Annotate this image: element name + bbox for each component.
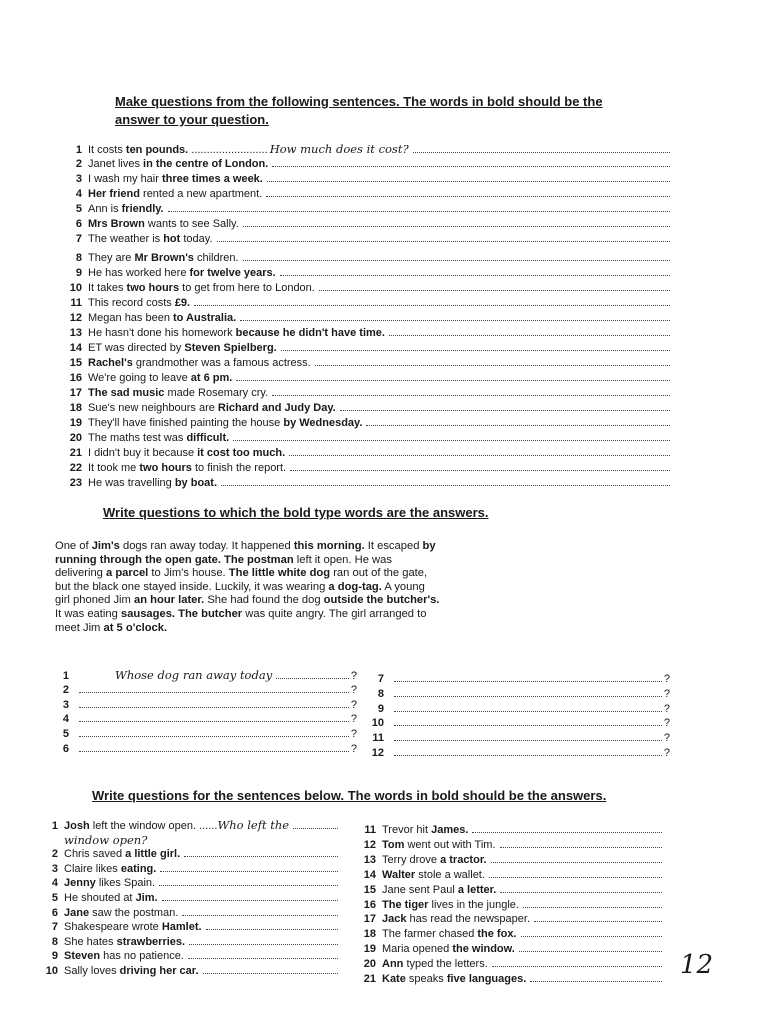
answer-line[interactable] bbox=[534, 912, 662, 922]
answer-line[interactable] bbox=[79, 742, 349, 752]
sentence-text: The maths test was difficult. bbox=[88, 432, 230, 444]
sentence-item bbox=[60, 157, 670, 171]
item-number: 1 bbox=[51, 820, 58, 832]
sentence-item bbox=[60, 401, 670, 415]
question-line bbox=[358, 687, 670, 701]
sentence-item bbox=[60, 446, 670, 460]
item-number: 13 bbox=[363, 853, 376, 866]
leader-dots: ...... bbox=[199, 820, 218, 832]
answer-line[interactable] bbox=[521, 927, 663, 937]
item-number: 10 bbox=[45, 964, 58, 977]
item-number: 21 bbox=[69, 447, 82, 459]
sentence-text: He shouted at Jim. bbox=[64, 891, 158, 904]
item-number: 14 bbox=[69, 342, 82, 354]
answer-line[interactable] bbox=[500, 883, 662, 893]
item-number: 20 bbox=[363, 958, 376, 971]
sentence-text: Jenny likes Spain. bbox=[64, 877, 156, 890]
section3-title: Write questions for the sentences below. The words in bold should be the answers. bbox=[92, 788, 607, 803]
question-mark: ? bbox=[350, 743, 357, 755]
question-line bbox=[45, 742, 357, 756]
item-number: 1 bbox=[62, 670, 69, 682]
question-line bbox=[358, 672, 670, 686]
sentence-text: They'll have finished painting the house by Wednesday. bbox=[88, 417, 363, 429]
answer-line[interactable] bbox=[184, 847, 338, 857]
sentence-text: Rachel's grandmother was a famous actress. bbox=[88, 357, 311, 369]
sentence-item bbox=[36, 876, 338, 890]
answer-line[interactable] bbox=[530, 972, 662, 982]
sentence-text: It takes two hours to get from here to London. bbox=[88, 282, 315, 294]
sentence-text: It costs ten pounds. ......................... bbox=[88, 144, 268, 156]
sentence-text: Chris saved a little girl. bbox=[64, 848, 181, 861]
sentence-text: I wash my hair three times a week. bbox=[88, 173, 263, 185]
question-line bbox=[358, 716, 670, 730]
item-number: 12 bbox=[69, 312, 82, 324]
question-mark: ? bbox=[663, 687, 670, 700]
item-number: 17 bbox=[69, 387, 82, 399]
answer-line[interactable] bbox=[394, 716, 662, 726]
sentence-item bbox=[36, 891, 338, 905]
question-line bbox=[45, 698, 357, 712]
sentence-item bbox=[60, 476, 670, 490]
item-number: 17 bbox=[363, 913, 376, 926]
question-line bbox=[358, 702, 670, 716]
answer-line[interactable] bbox=[276, 669, 349, 679]
item-number: 7 bbox=[51, 921, 58, 934]
question-mark: ? bbox=[350, 728, 357, 741]
question-line bbox=[45, 712, 357, 726]
answer-line[interactable] bbox=[272, 386, 670, 396]
answer-line[interactable] bbox=[221, 476, 670, 486]
answer-line[interactable] bbox=[289, 446, 670, 456]
answer-line[interactable] bbox=[267, 172, 670, 182]
item-number: 2 bbox=[51, 848, 58, 861]
item-number: 4 bbox=[62, 713, 69, 726]
sentence-item bbox=[60, 172, 670, 186]
item-number: 20 bbox=[69, 432, 82, 444]
sentence-item bbox=[60, 217, 670, 231]
sentence-text: Josh left the window open. bbox=[64, 820, 197, 832]
question-mark: ? bbox=[663, 673, 670, 685]
answer-continuation bbox=[36, 833, 338, 847]
answer-line[interactable] bbox=[290, 461, 670, 471]
sentence-text: This record costs £9. bbox=[88, 297, 191, 309]
sentence-item bbox=[350, 883, 662, 897]
item-number: 6 bbox=[51, 906, 58, 919]
answer-line[interactable] bbox=[272, 157, 670, 167]
answer-line[interactable] bbox=[394, 702, 662, 712]
sentence-item bbox=[36, 818, 338, 833]
sentence-text: Tom went out with Tim. bbox=[382, 838, 496, 851]
sentence-text: The farmer chased the fox. bbox=[382, 928, 517, 941]
item-number: 6 bbox=[75, 218, 82, 230]
sentence-item bbox=[60, 371, 670, 385]
answer-line[interactable] bbox=[188, 949, 338, 959]
sentence-item bbox=[60, 416, 670, 430]
section2-title: Write questions to which the bold type words are the answers. bbox=[103, 505, 489, 520]
sentence-item bbox=[36, 906, 338, 920]
sentence-item bbox=[60, 251, 670, 265]
item-number: 9 bbox=[51, 950, 58, 963]
sentence-text: ET was directed by Steven Spielberg. bbox=[88, 342, 277, 354]
sentence-text: Maria opened the window. bbox=[382, 943, 515, 956]
sentence-item bbox=[60, 461, 670, 475]
sentence-item bbox=[60, 356, 670, 370]
sentence-text: Ann is friendly. bbox=[88, 203, 164, 215]
sentence-text: Kate speaks five languages. bbox=[382, 973, 527, 985]
sentence-text: Janet lives in the centre of London. bbox=[88, 158, 269, 170]
sentence-item bbox=[60, 142, 670, 157]
answer-line[interactable] bbox=[340, 401, 670, 411]
sentence-text: Steven has no patience. bbox=[64, 950, 184, 963]
item-number: 11 bbox=[70, 297, 82, 309]
item-number: 3 bbox=[62, 698, 69, 711]
item-number: 8 bbox=[75, 252, 82, 264]
sentence-text: Trevor hit James. bbox=[382, 824, 469, 836]
answer-line[interactable] bbox=[389, 326, 670, 336]
answer-line[interactable] bbox=[500, 838, 663, 848]
sentence-item bbox=[60, 296, 670, 310]
answer-line[interactable] bbox=[217, 232, 670, 242]
answer-line[interactable] bbox=[79, 683, 349, 693]
answer-line[interactable] bbox=[523, 898, 662, 908]
item-number: 15 bbox=[69, 357, 82, 369]
answer-line[interactable] bbox=[206, 920, 338, 930]
sentence-text: The weather is hot today. bbox=[88, 233, 213, 245]
answer-line[interactable] bbox=[243, 251, 670, 261]
item-number: 21 bbox=[363, 973, 376, 985]
sentence-text: Terry drove a tractor. bbox=[382, 853, 487, 866]
sentence-item bbox=[350, 838, 662, 852]
item-number: 14 bbox=[363, 868, 376, 881]
sentence-text: Shakespeare wrote Hamlet. bbox=[64, 921, 202, 934]
sentence-text: We're going to leave at 6 pm. bbox=[88, 372, 233, 384]
item-number: 10 bbox=[371, 717, 384, 730]
question-line bbox=[358, 731, 670, 745]
item-number: 7 bbox=[377, 673, 384, 685]
handwritten-answer: Who left the bbox=[217, 818, 290, 832]
answer-line[interactable] bbox=[160, 862, 338, 872]
answer-line[interactable] bbox=[189, 935, 338, 945]
sentence-text: The sad music made Rosemary cry. bbox=[88, 387, 269, 399]
sentence-item bbox=[36, 847, 338, 861]
sentence-text: The tiger lives in the jungle. bbox=[382, 898, 519, 911]
item-number: 2 bbox=[75, 158, 82, 170]
item-number: 4 bbox=[51, 877, 58, 890]
item-number: 11 bbox=[364, 824, 376, 836]
answer-line[interactable] bbox=[233, 431, 670, 441]
answer-line[interactable] bbox=[266, 187, 670, 197]
answer-line[interactable] bbox=[491, 853, 662, 863]
sentence-text: Megan has been to Australia. bbox=[88, 312, 237, 324]
sentence-item bbox=[350, 942, 662, 956]
item-number: 18 bbox=[363, 928, 376, 941]
item-number: 16 bbox=[69, 372, 82, 384]
section1-title-line1: Make questions from the following sentences. The words in bold should be the bbox=[115, 94, 603, 109]
question-mark: ? bbox=[663, 702, 670, 715]
item-number: 22 bbox=[69, 462, 82, 474]
sentence-text: Walter stole a wallet. bbox=[382, 868, 485, 881]
sentence-text: They are Mr Brown's children. bbox=[88, 252, 239, 264]
sentence-text: Sue's new neighbours are Richard and Judy Day. bbox=[88, 402, 336, 414]
sentence-text: Jack has read the newspaper. bbox=[382, 913, 531, 926]
sentence-text: Sally loves driving her car. bbox=[64, 964, 199, 977]
question-mark: ? bbox=[350, 670, 357, 682]
item-number: 19 bbox=[363, 943, 376, 956]
item-number: 23 bbox=[69, 477, 82, 489]
answer-line[interactable] bbox=[413, 143, 670, 153]
story-paragraph: One of Jim's dogs ran away today. It happened this morning. It escaped by running through the open gate. The postman left it open. He was delivering a parcel to Jim's house. The little white dog ran out of the gate, but the black one stayed inside. Luckily, it was wearing a dog-tag. A young girl phoned Jim an hour later. She had found the dog outside the butcher's. It was eating sausages. The butcher was quite angry. The girl arranged to meet Jim at 5 o'clock. bbox=[55, 540, 440, 634]
sentence-item bbox=[60, 202, 670, 216]
sentence-item bbox=[60, 266, 670, 280]
handwritten-answer: How much does it cost? bbox=[269, 142, 409, 156]
sentence-item bbox=[350, 912, 662, 926]
answer-line[interactable] bbox=[194, 296, 670, 306]
answer-line[interactable] bbox=[519, 942, 662, 952]
question-line bbox=[45, 727, 357, 741]
answer-line[interactable] bbox=[79, 727, 349, 737]
sentence-item bbox=[60, 232, 670, 246]
sentence-item bbox=[350, 853, 662, 867]
item-number: 16 bbox=[363, 898, 376, 911]
sentence-text: It took me two hours to finish the report. bbox=[88, 462, 287, 474]
question-mark: ? bbox=[663, 732, 670, 745]
answer-line[interactable] bbox=[280, 266, 670, 276]
item-number: 3 bbox=[51, 862, 58, 875]
item-number: 13 bbox=[69, 327, 82, 339]
item-number: 9 bbox=[377, 702, 384, 715]
item-number: 8 bbox=[377, 687, 384, 700]
sentence-text: He hasn't done his homework because he didn't have time. bbox=[88, 327, 385, 339]
answer-line[interactable] bbox=[293, 819, 338, 829]
item-number: 9 bbox=[75, 267, 82, 279]
sentence-item bbox=[350, 957, 662, 971]
sentence-text: Ann typed the letters. bbox=[382, 958, 488, 971]
sentence-item bbox=[60, 386, 670, 400]
answer-line[interactable] bbox=[240, 311, 670, 321]
item-number: 19 bbox=[69, 417, 82, 429]
item-number: 7 bbox=[75, 233, 82, 245]
sentence-text: I didn't buy it because it cost too much. bbox=[88, 447, 286, 459]
sentence-item bbox=[60, 281, 670, 295]
sentence-text: Jane saw the postman. bbox=[64, 906, 179, 919]
answer-line[interactable] bbox=[319, 281, 670, 291]
item-number: 3 bbox=[75, 173, 82, 185]
sentence-text: He was travelling by boat. bbox=[88, 477, 217, 489]
answer-line[interactable] bbox=[394, 746, 662, 756]
sentence-item bbox=[350, 823, 662, 837]
sentence-text: He has worked here for twelve years. bbox=[88, 267, 276, 279]
answer-line[interactable] bbox=[472, 823, 662, 833]
item-number: 10 bbox=[69, 282, 82, 294]
item-number: 11 bbox=[372, 732, 384, 745]
sentence-item bbox=[350, 972, 662, 986]
sentence-item bbox=[60, 187, 670, 201]
answer-line[interactable] bbox=[79, 712, 349, 722]
answer-line[interactable] bbox=[281, 341, 670, 351]
answer-line[interactable] bbox=[79, 698, 349, 708]
answer-line[interactable] bbox=[489, 868, 662, 878]
sentence-item bbox=[60, 311, 670, 325]
question-mark: ? bbox=[350, 713, 357, 726]
item-number: 5 bbox=[62, 728, 69, 741]
item-number: 8 bbox=[51, 935, 58, 948]
answer-line[interactable] bbox=[366, 416, 670, 426]
sentence-text: Mrs Brown wants to see Sally. bbox=[88, 218, 239, 230]
item-number: 12 bbox=[371, 747, 384, 759]
answer-line[interactable] bbox=[236, 371, 670, 381]
sentence-item bbox=[60, 326, 670, 340]
question-line bbox=[45, 683, 357, 697]
item-number: 2 bbox=[62, 683, 69, 696]
sentence-item bbox=[36, 949, 338, 963]
item-number: 12 bbox=[363, 838, 376, 851]
sentence-item bbox=[60, 341, 670, 355]
handwritten-answer: window open? bbox=[64, 832, 148, 847]
question-mark: ? bbox=[663, 717, 670, 730]
sentence-item bbox=[36, 964, 338, 978]
question-mark: ? bbox=[663, 747, 670, 759]
answer-line[interactable] bbox=[168, 202, 670, 212]
sentence-item bbox=[36, 862, 338, 876]
answer-line[interactable] bbox=[162, 891, 338, 901]
answer-line[interactable] bbox=[394, 672, 662, 682]
question-line bbox=[45, 668, 357, 683]
sentence-text: Her friend rented a new apartment. bbox=[88, 188, 263, 200]
sentence-item bbox=[36, 920, 338, 934]
page-mark: 12 bbox=[680, 950, 714, 980]
item-number: 15 bbox=[363, 883, 376, 896]
item-number: 18 bbox=[69, 402, 82, 414]
answer-line[interactable] bbox=[315, 356, 670, 366]
sentence-item bbox=[350, 898, 662, 912]
item-number: 6 bbox=[62, 743, 69, 755]
answer-line[interactable] bbox=[243, 217, 670, 227]
question-mark: ? bbox=[350, 698, 357, 711]
sentence-item bbox=[350, 868, 662, 882]
answer-line[interactable] bbox=[394, 731, 662, 741]
sentence-item bbox=[36, 935, 338, 949]
answer-line[interactable] bbox=[492, 957, 662, 967]
item-number: 5 bbox=[75, 203, 82, 215]
answer-line[interactable] bbox=[394, 687, 662, 697]
sentence-item bbox=[60, 431, 670, 445]
sentence-text: She hates strawberries. bbox=[64, 935, 186, 948]
item-number: 4 bbox=[75, 188, 82, 200]
item-number: 1 bbox=[75, 144, 82, 156]
handwritten-answer: Whose dog ran away today bbox=[115, 668, 273, 682]
answer-line[interactable] bbox=[182, 906, 338, 916]
item-number: 5 bbox=[51, 891, 58, 904]
sentence-item bbox=[350, 927, 662, 941]
section1-title-line2: answer to your question. bbox=[115, 112, 269, 127]
question-mark: ? bbox=[350, 683, 357, 696]
sentence-text: Claire likes eating. bbox=[64, 862, 157, 875]
answer-line[interactable] bbox=[159, 876, 338, 886]
sentence-text: Jane sent Paul a letter. bbox=[382, 883, 497, 896]
question-line bbox=[358, 746, 670, 760]
answer-line[interactable] bbox=[203, 964, 338, 974]
